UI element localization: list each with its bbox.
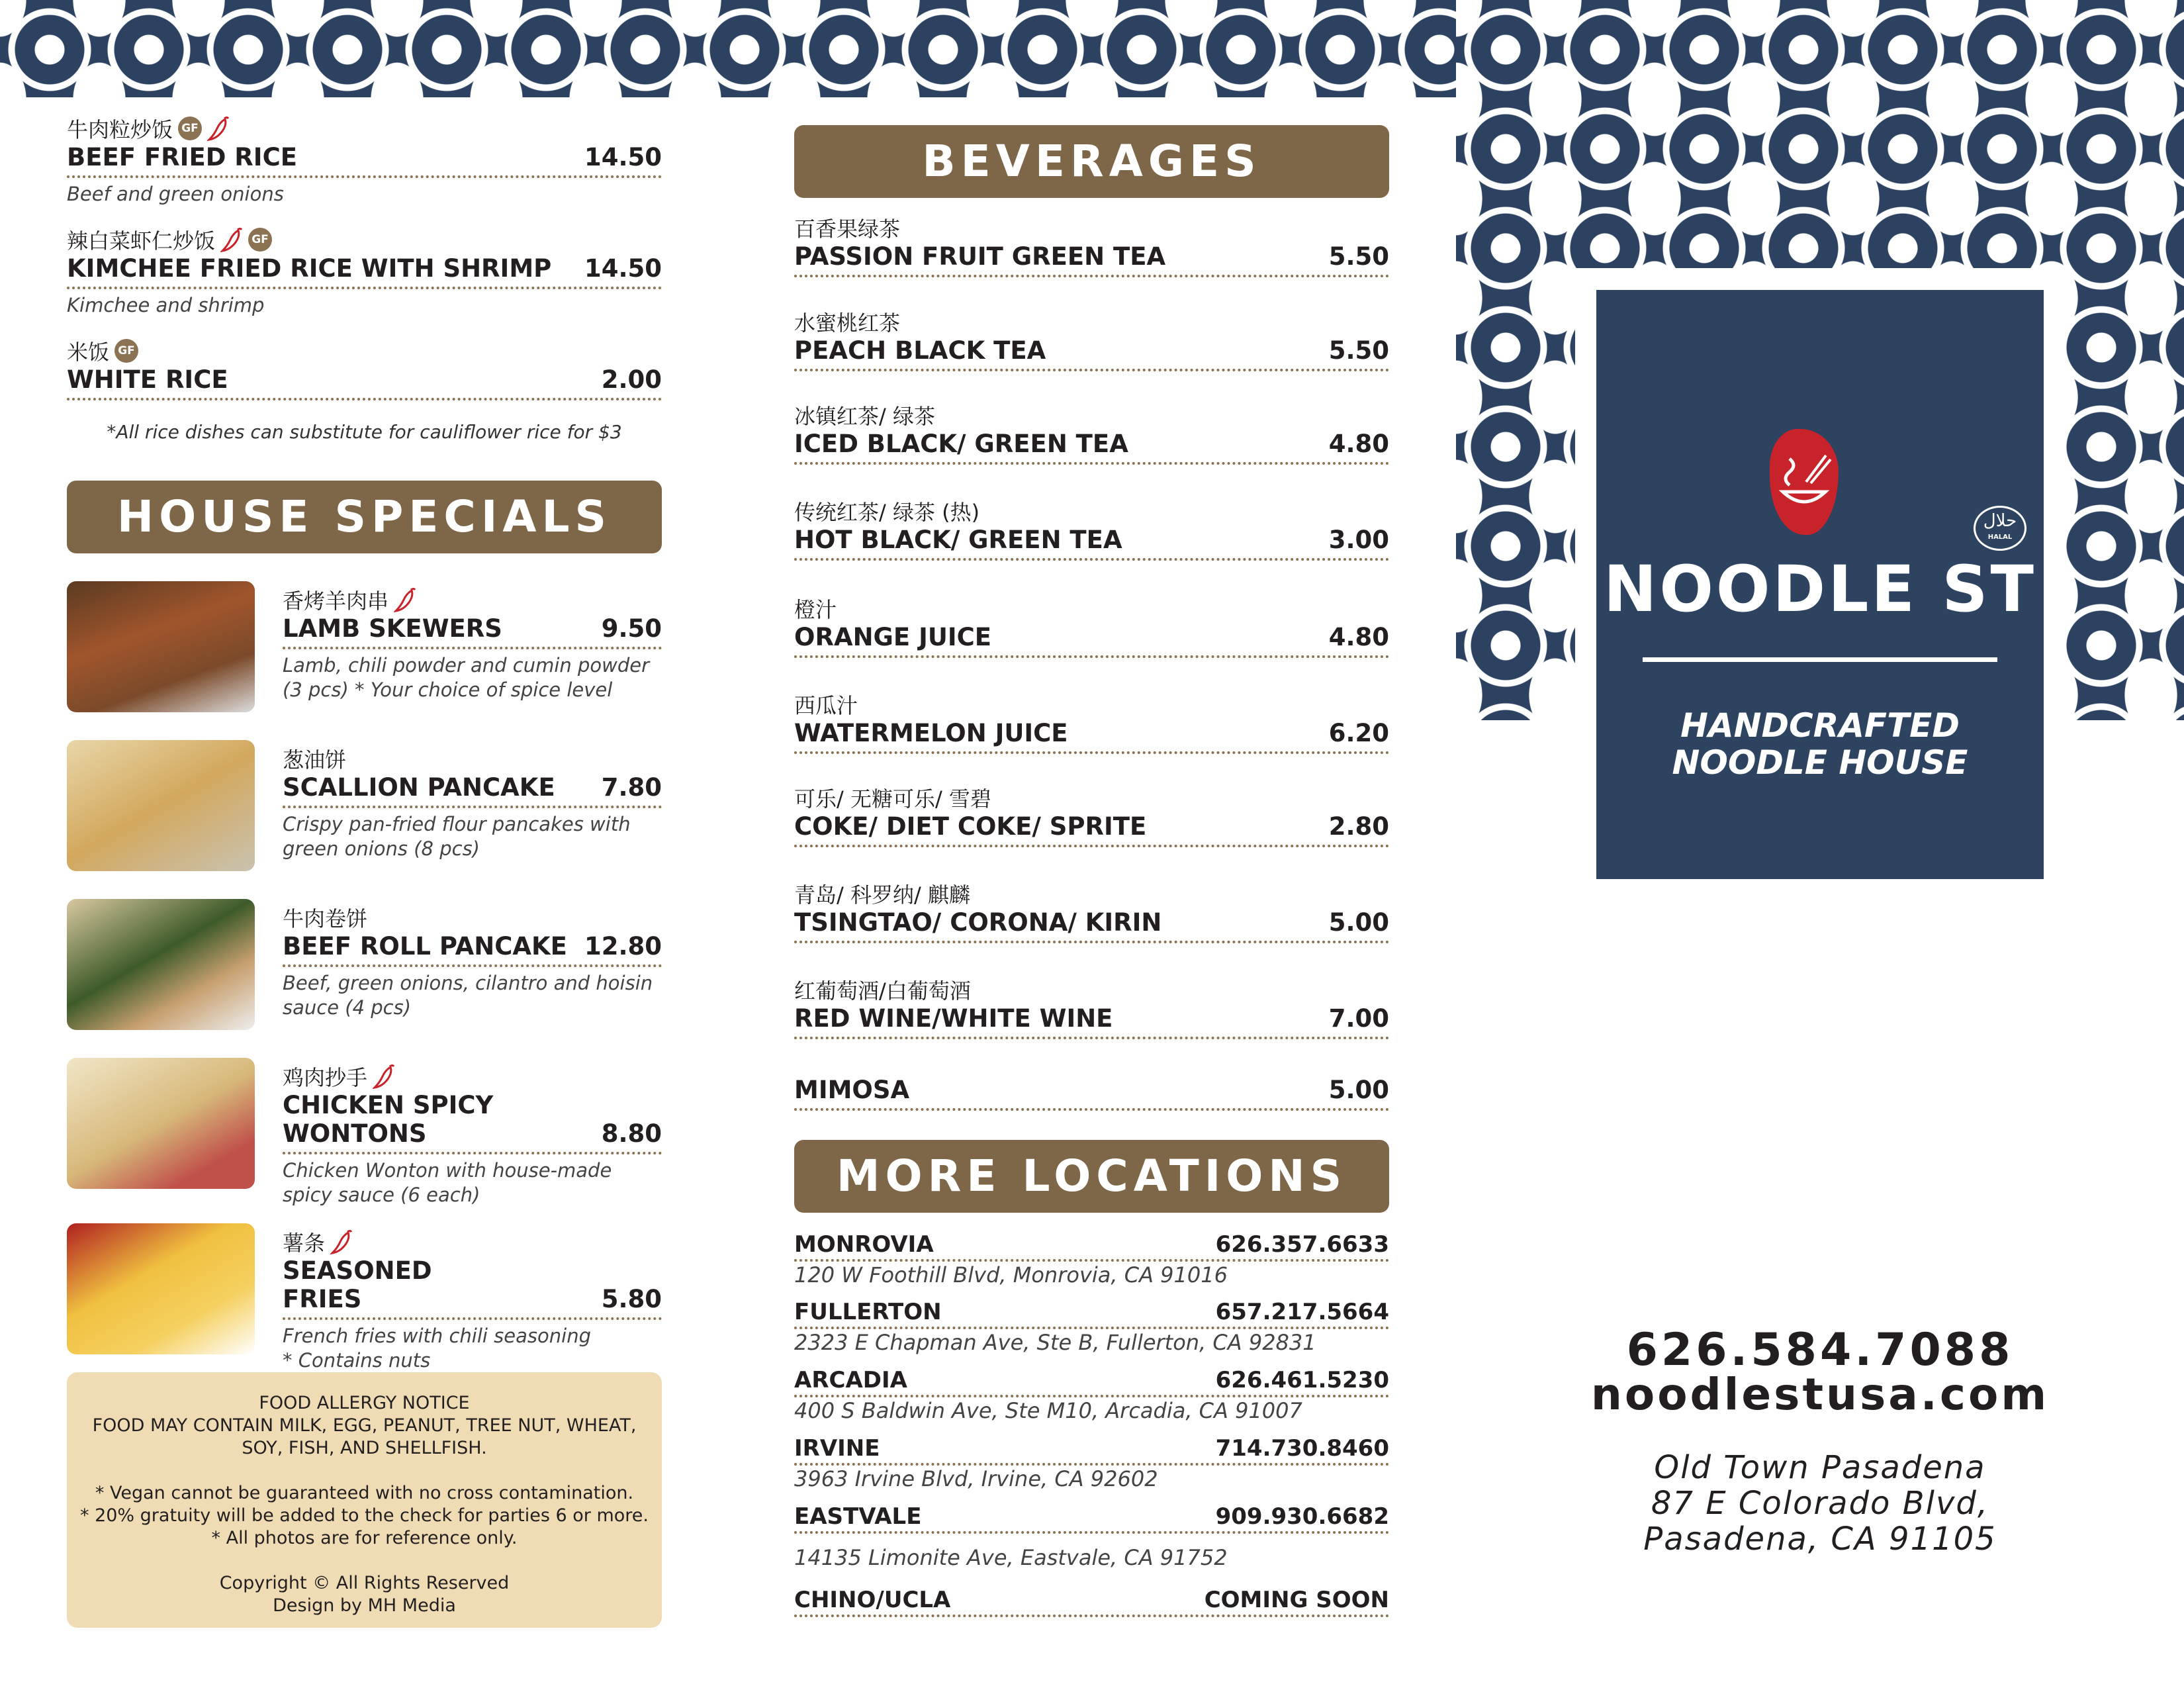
item-price: 2.80 — [1328, 812, 1389, 841]
item-name-row — [794, 1004, 1389, 1039]
item-chinese-name: 可乐/ 无糖可乐/ 雪碧 — [794, 786, 991, 812]
item-chinese-name: 鸡肉抄手 — [283, 1065, 368, 1090]
lamb-skewers-photo — [67, 581, 255, 712]
menu-item — [283, 744, 662, 861]
item-name-row — [794, 430, 1389, 465]
menu-item — [794, 594, 1389, 658]
item-name: KIMCHEE FRIED RICE WITH SHRIMP — [67, 254, 552, 283]
item-description: Lamb, chili powder and cumin powder (3 pcs) * Your choice of spice level — [283, 654, 650, 701]
item-price: 5.00 — [1328, 908, 1389, 937]
location-phone[interactable]: 626.461.5230 — [1215, 1367, 1389, 1393]
item-name-row — [794, 719, 1389, 754]
beef-roll-pancake-photo — [67, 899, 255, 1030]
item-name-row — [67, 254, 662, 289]
item-price: 7.80 — [601, 773, 662, 802]
contact-website[interactable]: noodlestusa.com — [1590, 1369, 2050, 1420]
item-name-row — [67, 143, 662, 178]
menu-item — [67, 336, 662, 400]
location-address: 3963 Irvine Blvd, Irvine, CA 92602 — [794, 1466, 1158, 1491]
menu-item — [67, 225, 662, 318]
location-name: EASTVALE — [794, 1503, 922, 1530]
chili-spicy-icon — [394, 587, 416, 612]
item-chinese-name-row — [794, 690, 1389, 719]
item-name: PASSION FRUIT GREEN TEA — [794, 242, 1166, 271]
item-chinese-name: 橙汁 — [794, 597, 837, 622]
menu-item — [794, 783, 1389, 847]
item-price: 2.00 — [601, 365, 662, 394]
item-name-row — [67, 365, 662, 400]
item-name-row — [794, 1076, 1389, 1111]
location-address: 400 S Baldwin Ave, Ste M10, Arcadia, CA 91007 — [794, 1398, 1302, 1423]
item-price: 12.80 — [584, 932, 662, 961]
brand-divider — [1643, 657, 1997, 662]
item-chinese-name-row — [67, 114, 662, 143]
location-address: 14135 Limonite Ave, Eastvale, CA 91752 — [794, 1545, 1228, 1570]
item-chinese-name: 百香果绿茶 — [794, 216, 901, 242]
item-chinese-name: 传统红茶/ 绿茶 (热) — [794, 500, 980, 525]
item-chinese-name-row — [67, 225, 662, 254]
chili-spicy-icon — [330, 1229, 353, 1254]
contact-address: Old Town Pasadena 87 E Colorado Blvd, Pasadena, CA 91105 — [1643, 1449, 1997, 1558]
item-chinese-name-row — [794, 213, 1389, 242]
chicken-wontons-photo — [67, 1058, 255, 1189]
menu-item — [283, 903, 662, 1020]
location-phone[interactable]: 909.930.6682 — [1215, 1503, 1389, 1530]
location-name-row — [794, 1587, 1389, 1617]
location-entry — [794, 1503, 1389, 1570]
contact-phone[interactable]: 626.584.7088 — [1626, 1324, 2014, 1376]
item-price: 5.50 — [1328, 242, 1389, 271]
menu-item — [794, 1076, 1389, 1111]
item-name-row — [283, 932, 662, 967]
item-chinese-name: 辣白菜虾仁炒饭 — [67, 228, 216, 254]
item-chinese-name: 红葡萄酒/白葡萄酒 — [794, 978, 971, 1004]
item-name: HOT BLACK/ GREEN TEA — [794, 526, 1122, 554]
location-phone[interactable]: 714.730.8460 — [1215, 1435, 1389, 1462]
location-entry — [794, 1231, 1389, 1288]
location-entry — [794, 1435, 1389, 1491]
item-description: Kimchee and shrimp — [67, 294, 265, 316]
location-name-row — [794, 1503, 1389, 1534]
item-chinese-name-row — [283, 1227, 662, 1256]
location-name-row — [794, 1435, 1389, 1466]
item-name: PEACH BLACK TEA — [794, 336, 1046, 365]
gluten-free-icon: GF — [248, 228, 272, 252]
item-name: SEASONED FRIES — [283, 1256, 432, 1313]
location-address: 2323 E Chapman Ave, Ste B, Fullerton, CA 92831 — [794, 1330, 1316, 1355]
item-chinese-name: 水蜜桃红茶 — [794, 310, 901, 336]
item-name: LAMB SKEWERS — [283, 614, 502, 643]
item-name-row — [283, 1091, 662, 1154]
house-specials-header: HOUSE SPECIALS — [67, 481, 662, 553]
item-name-row — [794, 812, 1389, 847]
item-name: TSINGTAO/ CORONA/ KIRIN — [794, 908, 1162, 937]
item-price: 14.50 — [584, 143, 662, 171]
item-price: 3.00 — [1328, 526, 1389, 554]
menu-item — [283, 1227, 662, 1373]
item-price: 5.80 — [601, 1285, 662, 1313]
menu-item — [794, 307, 1389, 371]
location-name-row — [794, 1299, 1389, 1329]
item-name: SCALLION PANCAKE — [283, 773, 555, 802]
item-name: WATERMELON JUICE — [794, 719, 1068, 747]
item-chinese-name: 冰镇红茶/ 绿茶 — [794, 404, 935, 429]
item-chinese-name-row — [794, 594, 1389, 623]
item-price: 4.80 — [1328, 623, 1389, 651]
item-chinese-name: 香烤羊肉串 — [283, 588, 389, 614]
item-name: BEEF FRIED RICE — [67, 143, 297, 171]
item-description: Crispy pan-fried flour pancakes with green onions (8 pcs) — [283, 813, 631, 860]
item-chinese-name-row — [794, 496, 1389, 526]
seasoned-fries-photo — [67, 1223, 255, 1354]
item-name: BEEF ROLL PANCAKE — [283, 932, 567, 961]
item-name-row — [794, 623, 1389, 658]
halal-badge-icon — [1974, 506, 2026, 551]
menu-item — [283, 585, 662, 702]
item-price: 7.00 — [1328, 1004, 1389, 1033]
item-name-row — [794, 242, 1389, 277]
item-name-row — [283, 773, 662, 808]
brand-logo-panel — [1596, 290, 2044, 879]
item-description: Beef, green onions, cilantro and hoisin sauce (4 pcs) — [283, 972, 653, 1019]
scallion-pancake-photo — [67, 740, 255, 871]
item-chinese-name-row — [794, 307, 1389, 336]
gluten-free-icon: GF — [178, 117, 202, 140]
halal-label: HALAL — [1987, 534, 2013, 541]
item-name-row — [794, 908, 1389, 943]
halal-arabic: حلال — [1983, 511, 2017, 531]
location-phone[interactable]: COMING SOON — [1204, 1587, 1389, 1613]
menu-item — [794, 213, 1389, 277]
item-chinese-name-row — [794, 975, 1389, 1004]
item-name-row — [283, 1256, 662, 1320]
item-chinese-name-row — [794, 400, 1389, 430]
menu-item — [283, 1062, 662, 1207]
item-name: ORANGE JUICE — [794, 623, 992, 651]
menu-item — [794, 496, 1389, 561]
item-chinese-name: 薯条 — [283, 1231, 326, 1256]
chili-spicy-icon — [207, 116, 230, 141]
item-price: 4.80 — [1328, 430, 1389, 458]
item-chinese-name-row — [283, 744, 662, 773]
item-name: ICED BLACK/ GREEN TEA — [794, 430, 1128, 458]
location-name: ARCADIA — [794, 1367, 907, 1393]
item-price: 6.20 — [1328, 719, 1389, 747]
gluten-free-icon: GF — [114, 339, 138, 363]
rice-note: *All rice dishes can substitute for cauliflower rice for $3 — [107, 421, 622, 443]
noodle-bowl-logo-icon — [1770, 429, 1839, 535]
location-phone[interactable]: 626.357.6633 — [1215, 1231, 1389, 1258]
location-entry — [794, 1367, 1389, 1423]
chili-spicy-icon — [373, 1064, 395, 1089]
item-chinese-name-row — [794, 783, 1389, 812]
menu-item — [794, 975, 1389, 1039]
chili-spicy-icon — [220, 227, 243, 252]
item-name-row — [283, 614, 662, 649]
item-chinese-name-row — [794, 879, 1389, 908]
more-locations-header: MORE LOCATIONS — [794, 1140, 1389, 1213]
item-name: RED WINE/WHITE WINE — [794, 1004, 1113, 1033]
item-price: 14.50 — [584, 254, 662, 283]
item-price: 8.80 — [601, 1119, 662, 1148]
item-name: WHITE RICE — [67, 365, 228, 394]
beverages-header: BEVERAGES — [794, 125, 1389, 198]
item-chinese-name-row — [283, 585, 662, 614]
brand-tagline: HANDCRAFTED NOODLE HOUSE — [1672, 706, 1968, 782]
location-entry — [794, 1587, 1389, 1617]
item-price: 9.50 — [601, 614, 662, 643]
item-chinese-name-row — [67, 336, 662, 365]
brand-name: NOODLE ST — [1603, 552, 2037, 626]
menu-item — [67, 114, 662, 207]
location-phone[interactable]: 657.217.5664 — [1215, 1299, 1389, 1325]
item-chinese-name-row — [283, 903, 662, 932]
location-name: FULLERTON — [794, 1299, 942, 1325]
item-name-row — [794, 526, 1389, 561]
item-chinese-name: 青岛/ 科罗纳/ 麒麟 — [794, 882, 970, 908]
item-name: CHICKEN SPICY WONTONS — [283, 1091, 494, 1148]
location-name-row — [794, 1367, 1389, 1397]
item-chinese-name: 葱油饼 — [283, 747, 347, 773]
location-name: IRVINE — [794, 1435, 880, 1462]
item-description: French fries with chili seasoning * Contains nuts — [283, 1325, 591, 1372]
item-chinese-name: 牛肉粒炒饭 — [67, 117, 173, 142]
item-chinese-name: 西瓜汁 — [794, 693, 858, 718]
item-chinese-name: 牛肉卷饼 — [283, 906, 368, 931]
menu-item — [794, 879, 1389, 943]
item-description: Chicken Wonton with house-made spicy sauce (6 each) — [283, 1159, 612, 1206]
item-name-row — [794, 336, 1389, 371]
location-name-row — [794, 1231, 1389, 1262]
item-chinese-name: 米饭 — [67, 340, 110, 365]
allergy-notice: FOOD ALLERGY NOTICE FOOD MAY CONTAIN MILK, EGG, PEANUT, TREE NUT, WHEAT, SOY, FISH, AND SHELLFISH. * Vegan cannot be guaranteed with no cross contamination. * 20% gratuity will be added to the check for parties 6 or more. * All photos are for reference only. Copyright © All Rights Reserved Design by MH Media — [67, 1372, 662, 1628]
menu-item — [794, 400, 1389, 465]
item-name: COKE/ DIET COKE/ SPRITE — [794, 812, 1147, 841]
item-name: MIMOSA — [794, 1076, 910, 1104]
menu-item — [794, 690, 1389, 754]
item-chinese-name-row — [283, 1062, 662, 1091]
location-name: CHINO/UCLA — [794, 1587, 951, 1613]
location-address: 120 W Foothill Blvd, Monrovia, CA 91016 — [794, 1262, 1228, 1288]
item-description: Beef and green onions — [67, 183, 284, 205]
item-price: 5.50 — [1328, 336, 1389, 365]
item-price: 5.00 — [1328, 1076, 1389, 1104]
location-name: MONROVIA — [794, 1231, 934, 1258]
location-entry — [794, 1299, 1389, 1355]
